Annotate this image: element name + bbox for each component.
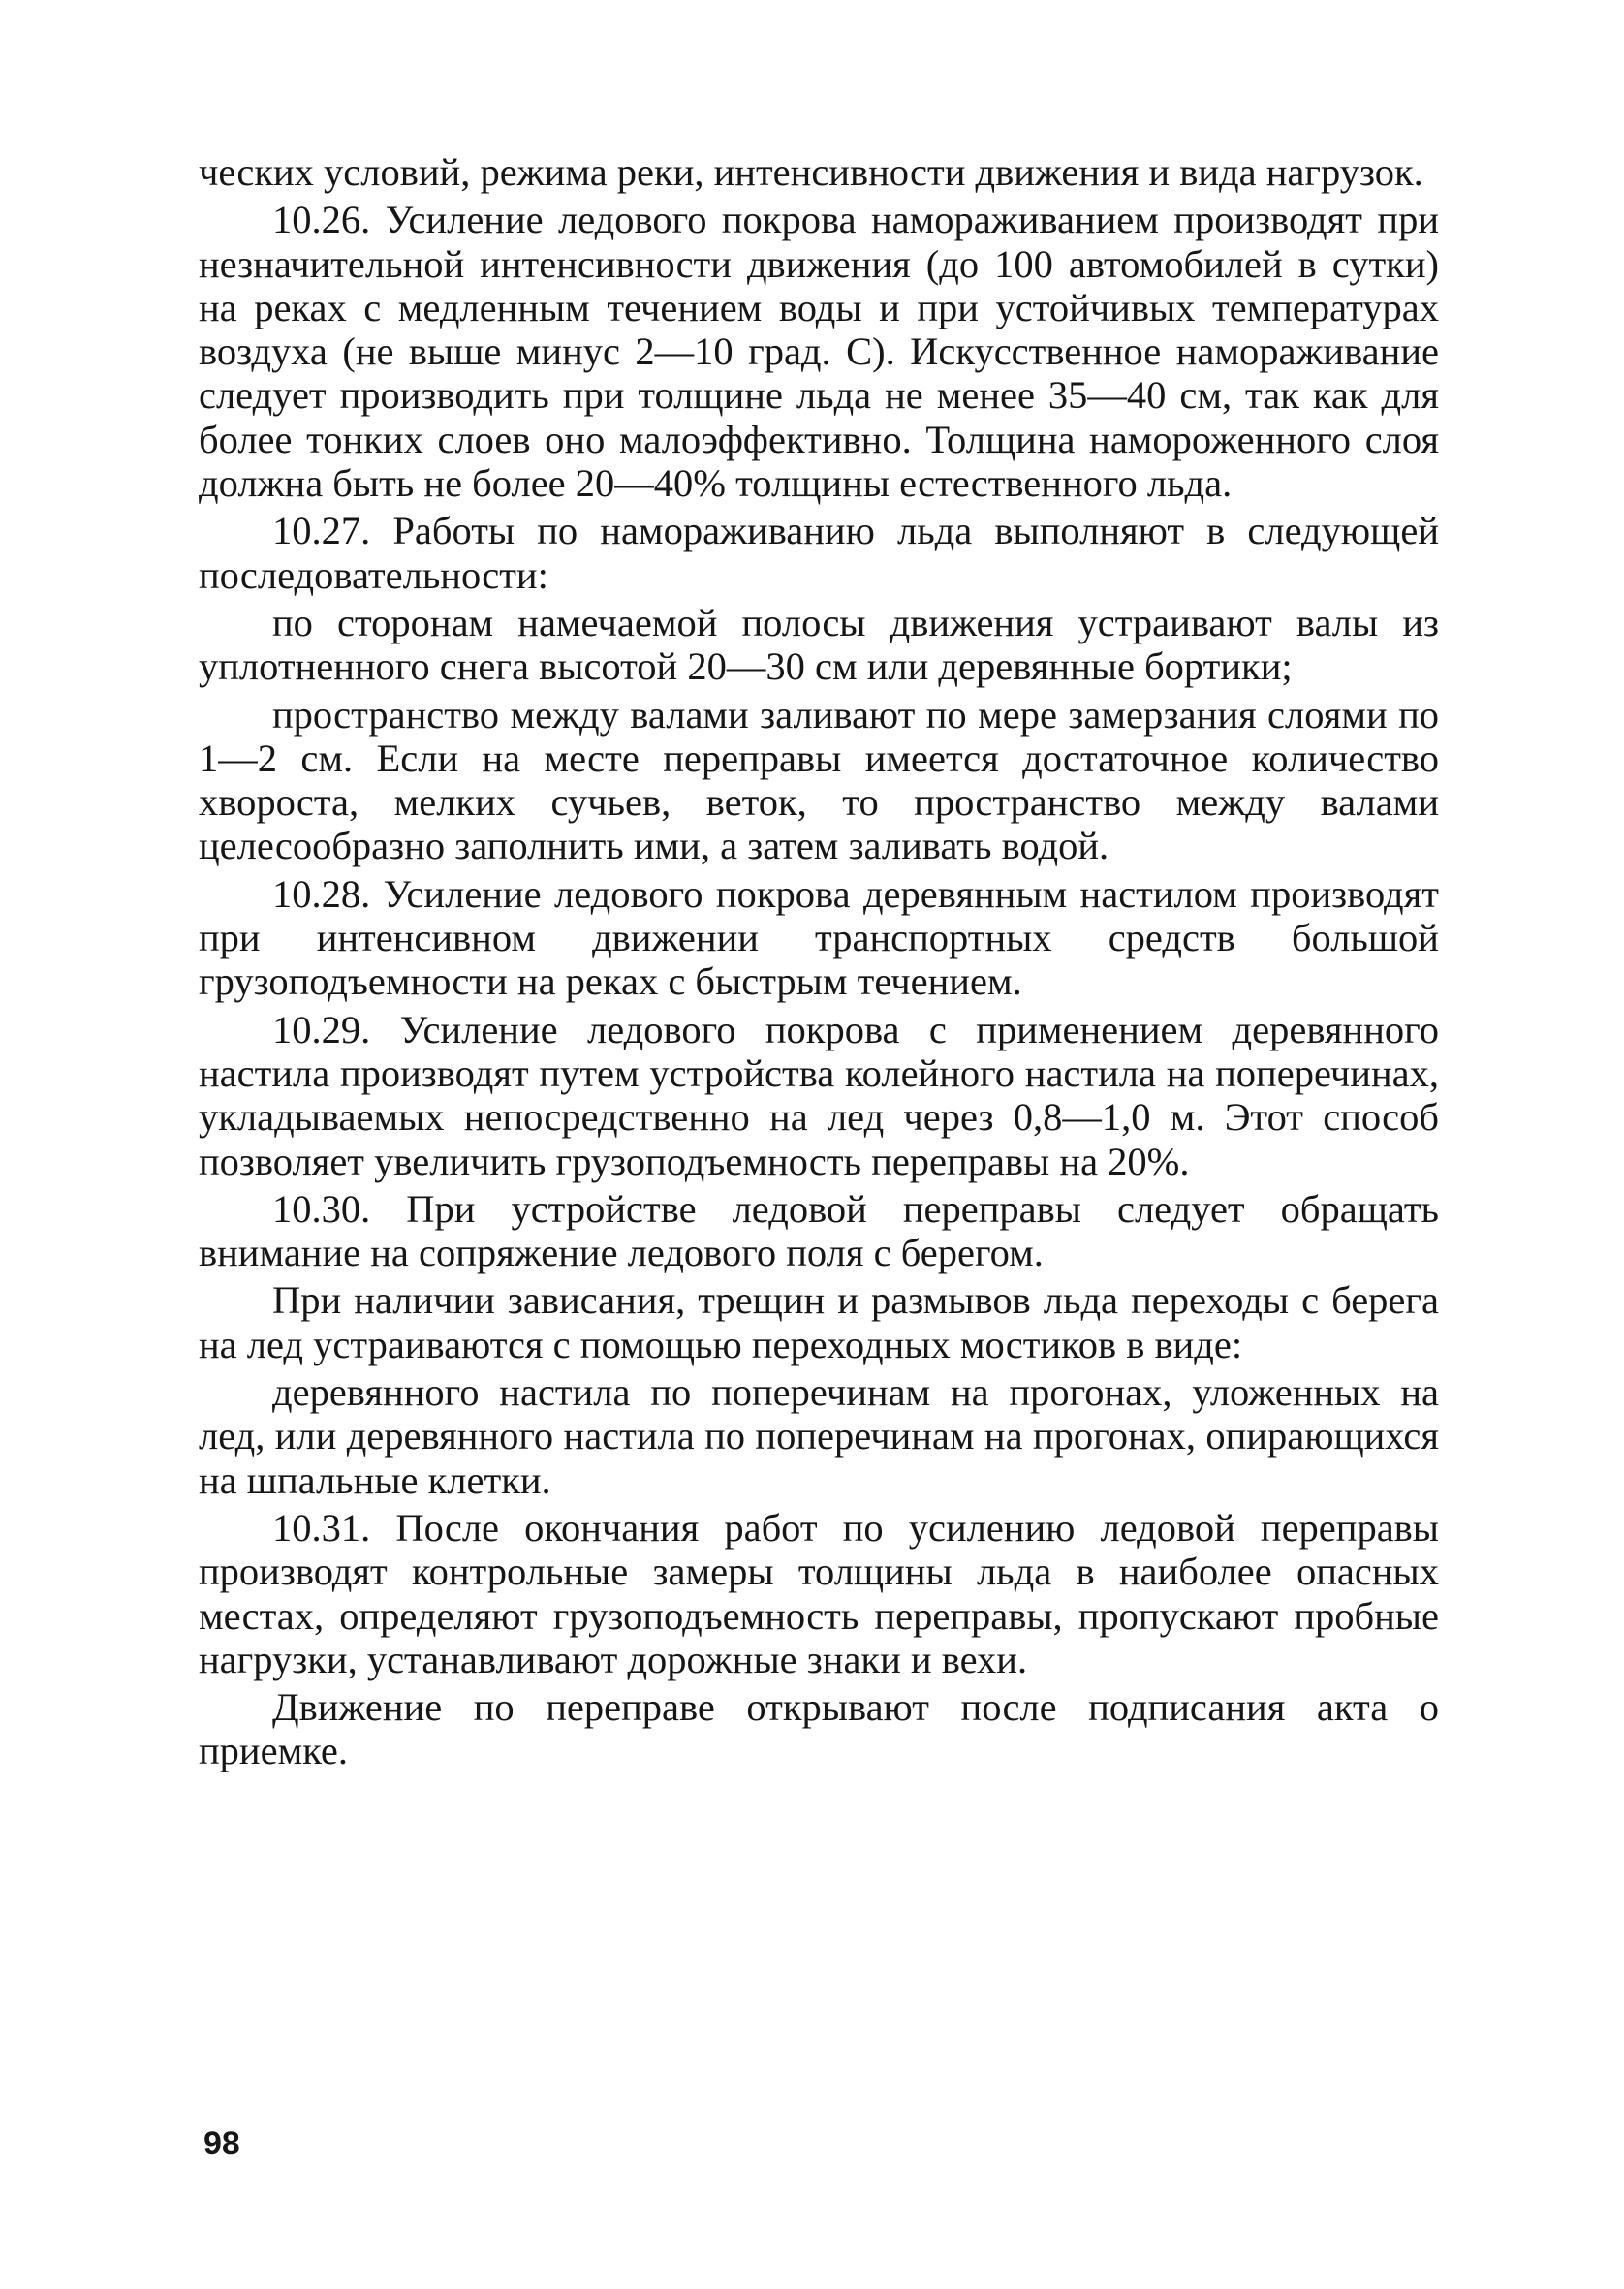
paragraph-10-27-item-1: по сторонам намечаемой полосы движения устраивают валы из уплотненного снега высотой 20—30 см или деревянные бортики; <box>199 600 1439 689</box>
document-page <box>199 150 1439 1773</box>
paragraph-10-27: 10.27. Работы по намораживанию льда выполняют в следующей последовательности: <box>199 509 1439 597</box>
paragraph-continuation: ческих условий, режима реки, интенсивности движения и вида нагрузок. <box>199 150 1423 194</box>
paragraph-10-30-bridges: При наличии зависания, трещин и размывов льда переходы с берега на лед устраиваются с помощью переходных мостиков в виде: <box>199 1278 1439 1366</box>
page-number: 98 <box>203 2125 240 2162</box>
paragraph-10-30: 10.30. При устройстве ледовой переправы следует обращать внимание на сопряжение ледового поля с берегом. <box>199 1186 1439 1275</box>
paragraph-10-30-item: деревянного настила по поперечинам на прогонах, уложенных на лед, или деревянного настила по поперечинам на прогонах, опирающихся на шпальные клетки. <box>199 1370 1439 1502</box>
paragraph-10-26: 10.26. Усиление ледового покрова намораживанием производят при незначительной интенсивности движения (до 100 автомобилей в сутки) на реках с медленным течением воды и при устойчивых температурах воздуха (не выше минус 2—10 град. С). Искусственное намораживание следует производить при толщине льда не менее 35—40 см, так как для более тонких слоев оно малоэффективно. Толщина намороженного слоя должна быть не более 20—40% толщины естественного льда. <box>199 198 1439 506</box>
paragraph-10-28: 10.28. Усиление ледового покрова деревянным настилом производят при интенсивном движении транспортных средств большой грузоподъемности на реках с быстрым течением. <box>199 871 1439 1004</box>
paragraph-10-29: 10.29. Усиление ледового покрова с применением деревянного настила производят путем устройства колейного настила на поперечинах, укладываемых непосредственно на лед через 0,8—1,0 м. Этот способ позволяет увеличить грузоподъемность переправы на 20%. <box>199 1007 1439 1183</box>
paragraph-10-31: 10.31. После окончания работ по усилению ледовой переправы производят контрольные замеры толщины льда в наиболее опасных местах, определяют грузоподъемность переправы, пропускают пробные нагрузки, устанавливают дорожные знаки и вехи. <box>199 1505 1439 1681</box>
paragraph-10-27-item-2: пространство между валами заливают по мере замерзания слоями по 1—2 см. Если на месте переправы имеется достаточное количество хвороста, мелких сучьев, веток, то пространство между валами целесообразно заполнить ими, а затем заливать водой. <box>199 692 1439 868</box>
paragraph-10-31-acceptance: Движение по переправе открывают после подписания акта о приемке. <box>199 1685 1439 1773</box>
